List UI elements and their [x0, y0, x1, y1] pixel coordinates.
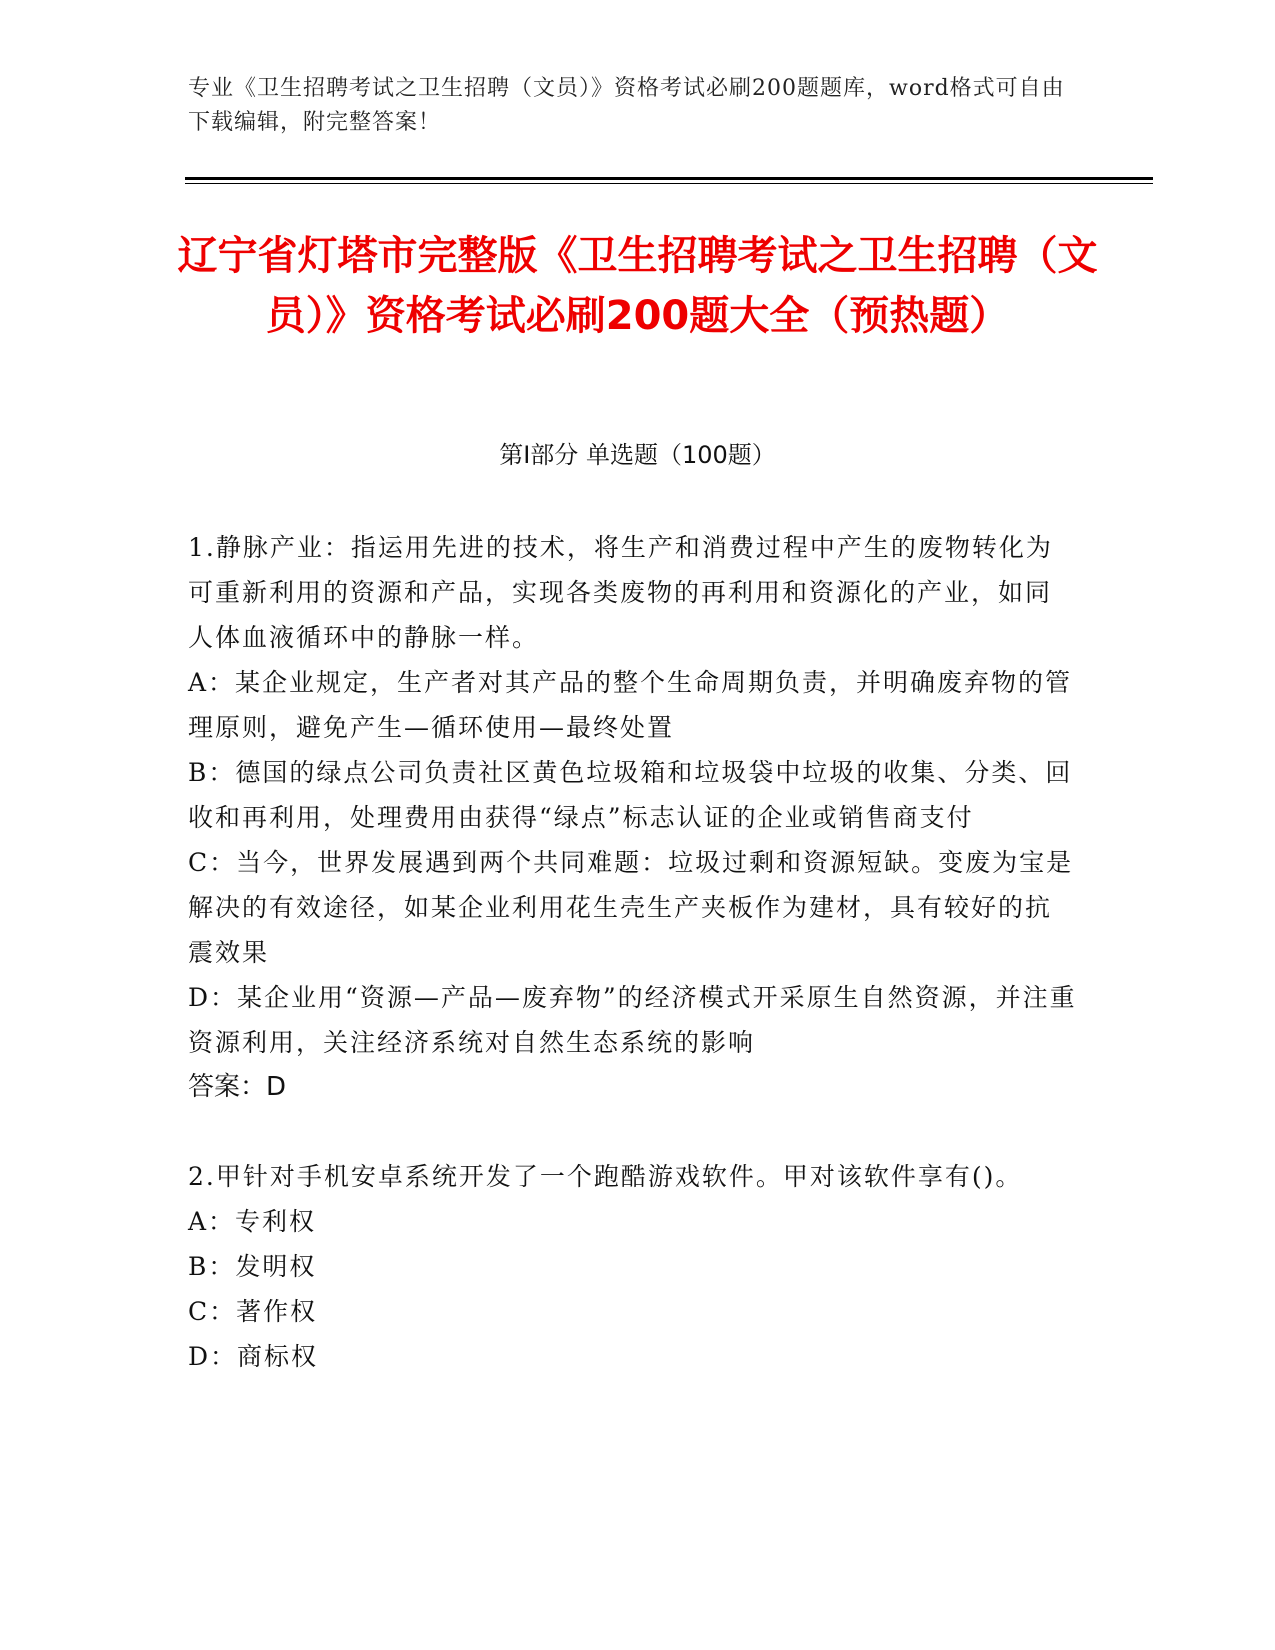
question-2-option-d: D：商标权	[188, 1342, 319, 1371]
question-1	[188, 525, 1078, 1110]
question-2-option-a: A：专利权	[188, 1207, 317, 1236]
section-title: 第I部分 单选题（100题）	[499, 441, 776, 469]
question-2-option-b: B：发明权	[188, 1252, 317, 1281]
header-divider-thick	[185, 177, 1153, 180]
header-divider-thin	[185, 183, 1153, 184]
question-list	[188, 525, 1078, 1423]
question-2-option-c: C：著作权	[188, 1297, 318, 1326]
question-1-answer: 答案：D	[188, 1072, 287, 1102]
question-1-stem: 1.静脉产业：指运用先进的技术，将生产和消费过程中产生的废物转化为可重新利用的资源和产品，实现各类废物的再利用和资源化的产业，如同人体血液循环中的静脉一样。	[188, 533, 1053, 652]
question-1-option-b: B：德国的绿点公司负责社区黄色垃圾箱和垃圾袋中垃圾的收集、分类、回收和再利用，处理费用由获得“绿点”标志认证的企业或销售商支付	[188, 758, 1073, 832]
question-2-stem: 2.甲针对手机安卓系统开发了一个跑酷游戏软件。甲对该软件享有()。	[188, 1162, 1023, 1191]
question-1-option-a: A：某企业规定，生产者对其产品的整个生命周期负责，并明确废弃物的管理原则，避免产生—循环使用—最终处置	[188, 668, 1073, 742]
question-1-option-c: C：当今，世界发展遇到两个共同难题：垃圾过剩和资源短缺。变废为宝是解决的有效途径，如某企业利用花生壳生产夹板作为建材，具有较好的抗震效果	[188, 848, 1074, 967]
question-2	[188, 1154, 1078, 1379]
header-note: 专业《卫生招聘考试之卫生招聘（文员）》资格考试必刷200题题库，word格式可自由下载编辑，附完整答案！	[188, 76, 1065, 135]
document-title: 辽宁省灯塔市完整版《卫生招聘考试之卫生招聘（文员）》资格考试必刷200题大全（预热题）	[177, 233, 1098, 339]
question-1-option-d: D：某企业用“资源—产品—废弃物”的经济模式开采原生自然资源，并注重资源利用，关注经济系统对自然生态系统的影响	[188, 983, 1077, 1057]
